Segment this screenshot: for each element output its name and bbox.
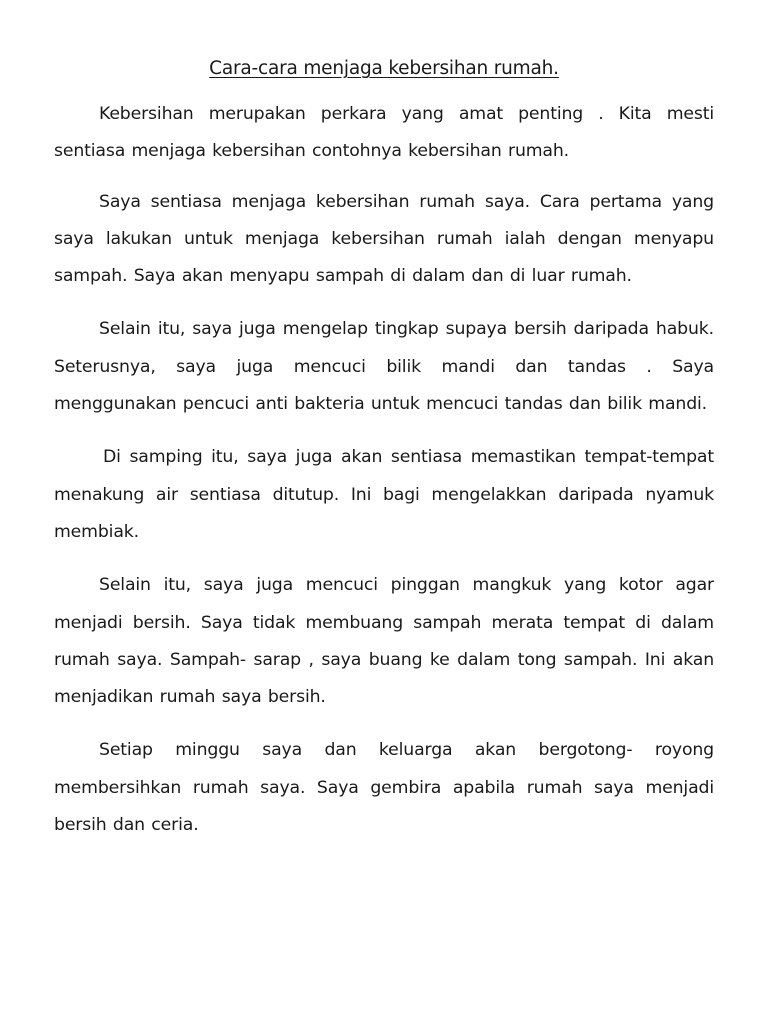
paragraph-1: Kebersihan merupakan perkara yang amat penting . Kita mesti sentiasa menjaga kebersihan contohnya kebersihan rumah. — [54, 104, 714, 162]
paragraph-4: Di samping itu, saya juga akan sentiasa memastikan tempat-tempat menakung air sentiasa ditutup. Ini bagi mengelakkan daripada nyamuk membiak. — [54, 447, 714, 542]
paragraph-3: Selain itu, saya juga mengelap tingkap supaya bersih daripada habuk. Seterusnya, saya juga mencuci bilik mandi dan tandas . Saya menggunakan pencuci anti bakteria untuk mencuci tandas dan bilik mandi. — [54, 319, 714, 415]
paragraph-5: Selain itu, saya juga mencuci pinggan mangkuk yang kotor agar menjadi bersih. Saya tidak membuang sampah merata tempat di dalam rumah saya. Sampah- sarap , saya buang ke dalam tong sampah. Ini akan menjadikan rumah saya bersih. — [54, 575, 714, 708]
document-title: Cara-cara menjaga kebersihan rumah. — [209, 58, 559, 79]
paragraph-6: Setiap minggu saya dan keluarga akan bergotong- royong membersihkan rumah saya. Saya gembira apabila rumah saya menjadi bersih dan ceria. — [54, 740, 714, 836]
document-body — [54, 96, 714, 860]
paragraph-2: Saya sentiasa menjaga kebersihan rumah saya. Cara pertama yang saya lakukan untuk menjaga kebersihan rumah ialah dengan menyapu sampah. Saya akan menyapu sampah di dalam dan di luar rumah. — [54, 191, 714, 287]
